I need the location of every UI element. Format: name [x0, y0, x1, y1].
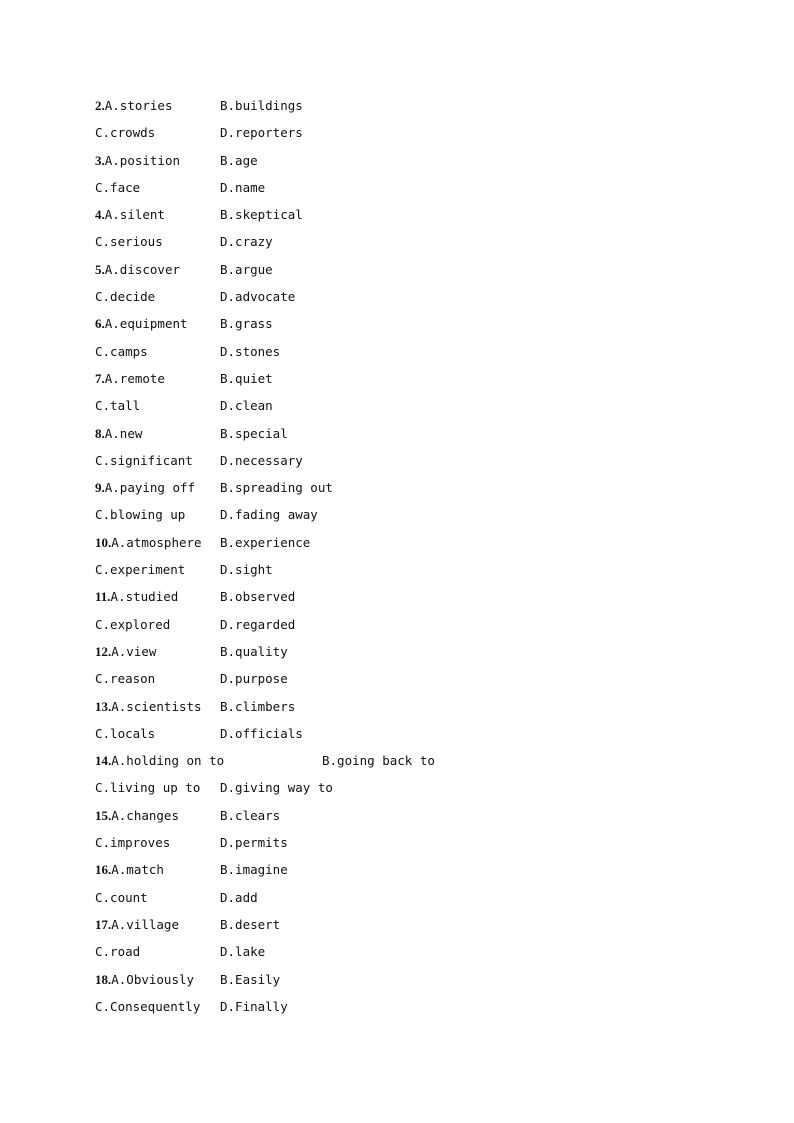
- question-row-14-ab: [95, 747, 695, 774]
- question-row-17-ab: [95, 911, 695, 938]
- question-row-8-ab: [95, 420, 695, 447]
- question-row-5-cd: [95, 283, 695, 310]
- question-number: 6.: [95, 316, 105, 332]
- option-c: C.road: [95, 944, 141, 960]
- question-number: 2.: [95, 98, 105, 113]
- question-number: 11.: [95, 589, 111, 605]
- question-row-12-ab: [95, 638, 695, 665]
- question-row-18-cd: [95, 993, 695, 1020]
- question-row-3-cd: [95, 174, 695, 201]
- option-c: C.improves: [95, 835, 171, 851]
- question-row-9-cd: [95, 501, 695, 528]
- option-b: B.skeptical: [220, 207, 303, 223]
- option-a: 11.A.studied: [95, 589, 179, 605]
- question-number: 4.: [95, 207, 105, 223]
- question-row-5-ab: [95, 256, 695, 283]
- option-a: 3.A.position: [95, 152, 181, 168]
- option-b: B.buildings: [220, 98, 303, 113]
- option-b: B.going back to: [322, 753, 435, 769]
- option-c: C.experiment: [95, 562, 186, 578]
- question-row-13-cd: [95, 720, 695, 747]
- option-b: B.experience: [220, 534, 311, 550]
- option-c: C.significant: [95, 452, 193, 468]
- option-b: B.quality: [220, 643, 288, 659]
- question-row-4-cd: [95, 228, 695, 255]
- question-row-11-cd: [95, 611, 695, 638]
- option-d: D.giving way to: [220, 780, 333, 796]
- question-row-7-ab: [95, 365, 695, 392]
- option-c: C.count: [95, 889, 148, 905]
- option-a: 4.A.silent: [95, 207, 165, 223]
- option-c: C.locals: [95, 725, 156, 741]
- question-row-17-cd: [95, 938, 695, 965]
- option-d: D.name: [220, 179, 266, 195]
- question-row-15-cd: [95, 829, 695, 856]
- question-row-6-ab: [95, 310, 695, 337]
- option-b: B.imagine: [220, 862, 288, 878]
- option-b: B.special: [220, 425, 288, 441]
- option-d: D.fading away: [220, 507, 318, 523]
- option-a: 13.A.scientists: [95, 698, 202, 714]
- option-a: 10.A.atmosphere: [95, 534, 202, 550]
- question-number: 17.: [95, 916, 112, 932]
- option-b: B.desert: [220, 916, 281, 932]
- question-number: 15.: [95, 807, 112, 823]
- question-row-10-cd: [95, 556, 695, 583]
- question-row-18-ab: [95, 966, 695, 993]
- option-b: B.climbers: [220, 698, 296, 714]
- question-row-16-cd: [95, 884, 695, 911]
- option-a: 18.A.Obviously: [95, 971, 195, 987]
- question-row-3-ab: [95, 147, 695, 174]
- question-row-7-cd: [95, 392, 695, 419]
- option-b: B.argue: [220, 261, 273, 277]
- option-d: D.permits: [220, 835, 288, 851]
- question-row-2-cd: [95, 119, 695, 146]
- question-number: 14.: [95, 753, 112, 769]
- option-d: D.officials: [220, 725, 303, 741]
- option-c: C.Consequently: [95, 998, 201, 1014]
- question-list: [95, 92, 695, 1020]
- question-number: 8.: [95, 425, 105, 441]
- question-number: 13.: [95, 698, 112, 714]
- option-c: C.tall: [95, 398, 141, 414]
- question-number: 10.: [95, 534, 112, 550]
- option-a: 14.A.holding on to: [95, 753, 225, 769]
- option-d: D.crazy: [220, 234, 273, 250]
- option-a: 6.A.equipment: [95, 316, 188, 332]
- question-row-13-ab: [95, 693, 695, 720]
- question-row-9-ab: [95, 474, 695, 501]
- question-number: 16.: [95, 862, 112, 878]
- option-d: D.reporters: [220, 125, 303, 141]
- option-a: 16.A.match: [95, 862, 164, 878]
- option-b: B.quiet: [220, 370, 273, 386]
- option-c: C.crowds: [95, 125, 156, 141]
- question-row-14-cd: [95, 774, 695, 801]
- option-d: D.lake: [220, 944, 266, 960]
- option-a: 5.A.discover: [95, 261, 181, 277]
- question-row-4-ab: [95, 201, 695, 228]
- option-b: B.clears: [220, 807, 281, 823]
- option-b: B.Easily: [220, 971, 281, 987]
- option-a: 8.A.new: [95, 425, 143, 441]
- question-row-15-ab: [95, 802, 695, 829]
- option-a: 12.A.view: [95, 643, 157, 659]
- question-row-8-cd: [95, 447, 695, 474]
- option-c: C.camps: [95, 343, 148, 359]
- option-d: D.sight: [220, 562, 273, 578]
- question-row-12-cd: [95, 665, 695, 692]
- option-c: C.living up to: [95, 780, 201, 796]
- question-row-11-ab: [95, 583, 695, 610]
- option-c: C.reason: [95, 671, 156, 687]
- option-a: 17.A.village: [95, 916, 179, 932]
- option-d: D.add: [220, 889, 258, 905]
- question-number: 3.: [95, 152, 105, 168]
- option-b: B.spreading out: [220, 480, 333, 496]
- question-row-16-ab: [95, 856, 695, 883]
- question-number: 5.: [95, 261, 105, 277]
- question-row-10-ab: [95, 529, 695, 556]
- option-a: 9.A.paying off: [95, 480, 196, 496]
- question-number: 18.: [95, 971, 112, 987]
- option-c: C.serious: [95, 234, 163, 250]
- question-number: 9.: [95, 480, 105, 496]
- option-d: D.purpose: [220, 671, 288, 687]
- option-d: D.advocate: [220, 289, 296, 305]
- option-b: B.age: [220, 152, 258, 168]
- option-d: D.regarded: [220, 616, 296, 632]
- option-a: 15.A.changes: [95, 807, 179, 823]
- option-a: 2.A.stories: [95, 98, 173, 113]
- question-number: 7.: [95, 370, 105, 386]
- option-c: C.blowing up: [95, 507, 186, 523]
- option-a: 7.A.remote: [95, 370, 165, 386]
- option-b: B.grass: [220, 316, 273, 332]
- question-row-2-ab: [95, 92, 695, 119]
- option-b: B.observed: [220, 589, 296, 605]
- option-d: D.stones: [220, 343, 281, 359]
- option-c: C.explored: [95, 616, 171, 632]
- question-row-6-cd: [95, 338, 695, 365]
- question-number: 12.: [95, 643, 112, 659]
- option-c: C.decide: [95, 289, 156, 305]
- option-c: C.face: [95, 179, 141, 195]
- option-d: D.Finally: [220, 998, 288, 1014]
- option-d: D.necessary: [220, 452, 303, 468]
- option-d: D.clean: [220, 398, 273, 414]
